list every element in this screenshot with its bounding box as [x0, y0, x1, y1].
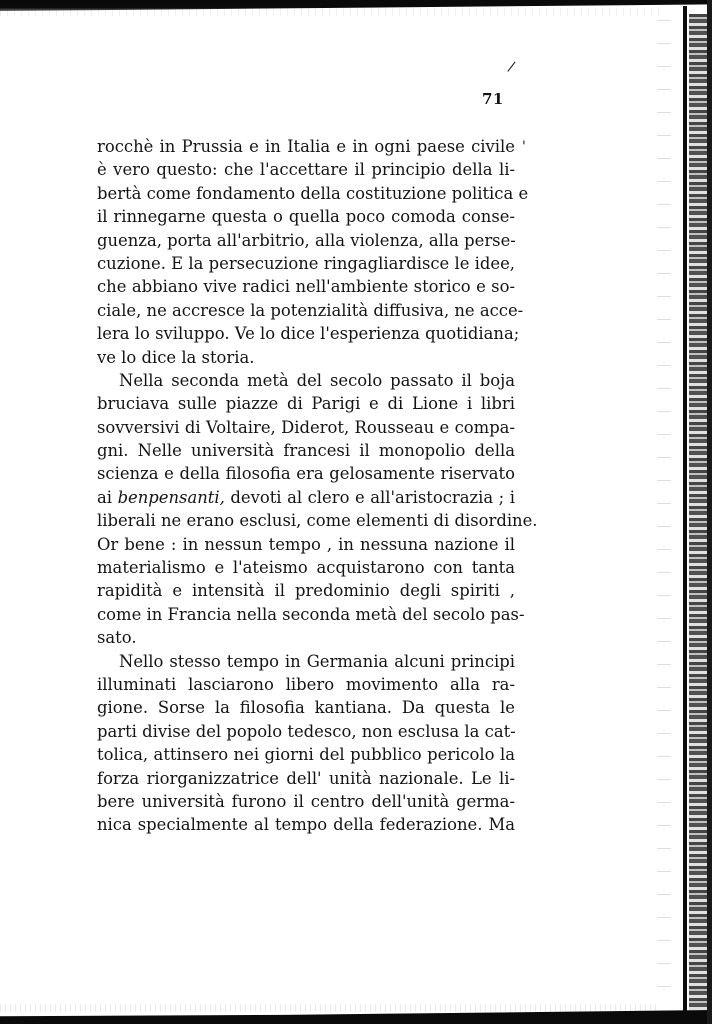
text-line: Or bene : in nessun tempo , in nessuna nazione il [97, 534, 515, 554]
text-line: materialismo e l'ateismo acquistarono con tanta [97, 558, 515, 578]
text-line: bere università furono il centro dell'unità germa- [97, 791, 515, 811]
scan-bottom-border [0, 1010, 712, 1024]
text-line: illuminati lasciarono libero movimento alla ra- [97, 674, 515, 694]
page-number: 71 [482, 90, 504, 108]
scan-noise-top [0, 8, 660, 16]
text-line: scienza e della filosofia era gelosamente riservato [97, 464, 515, 484]
text-line: è vero questo: che l'accettare il principio della li- [97, 160, 515, 180]
text-line: forza riorganizzatrice dell' unità nazionale. Le li- [97, 768, 515, 788]
text-line: cuzione. E la persecuzione ringagliardisce le idee, [97, 253, 515, 273]
text-line: rocchè in Prussia e in Italia e in ogni paese civile [97, 137, 515, 156]
text-line-paragraph-start: Nello stesso tempo in Germania alcuni principi [119, 651, 515, 671]
text-line-with-italic [97, 486, 515, 509]
text-line: gni. Nelle università francesi il monopolio della [97, 441, 515, 461]
text-line: parti divise del popolo tedesco, non esclusa la cat- [97, 721, 516, 741]
text-line: che abbiano vive radici nell'ambiente storico e so- [97, 277, 515, 297]
italic-term: benpensanti, [117, 487, 225, 507]
text-line: gione. Sorse la filosofia kantiana. Da questa le [97, 698, 515, 718]
book-spine-texture [689, 14, 707, 1010]
text-line: il rinnegarne questa o quella poco comoda conse- [97, 207, 515, 227]
text-line: lera lo sviluppo. Ve lo dice l'esperienza quotidiana; [97, 324, 520, 344]
text-line: ciale, ne accresce la potenzialità diffusiva, ne acce- [97, 300, 524, 320]
margin-dot: ' [522, 139, 526, 155]
page-edge-speckle [657, 20, 671, 994]
scan-noise-bottom [0, 1004, 660, 1012]
text-line: sovversivi di Voltaire, Diderot, Rousseau e compa- [97, 417, 515, 437]
text-line-paragraph-start: Nella seconda metà del secolo passato il boja [119, 370, 515, 390]
text-line: bertà come fondamento della costituzione politica e [97, 183, 529, 203]
pencil-mark: / [506, 58, 517, 76]
text-line: nica specialmente al tempo della federazione. Ma [97, 815, 515, 835]
text-line: tolica, attinsero nei giorni del pubblico pericolo la [97, 745, 515, 765]
text-segment: devoti al clero e all'aristocrazia ; i [224, 487, 515, 507]
text-line: guenza, porta all'arbitrio, alla violenza, alla perse- [97, 230, 516, 250]
text-line-paragraph-end: sato. [97, 628, 137, 648]
text-line: bruciava sulle piazze di Parigi e di Lione i libri [97, 394, 515, 414]
book-edge [707, 0, 712, 1024]
text-line: liberali ne erano esclusi, come elementi di disordine. [97, 511, 538, 531]
text-line: rapidità e intensità il predominio degli spiriti , [97, 581, 515, 601]
text-line: come in Francia nella seconda metà del secolo pas- [97, 604, 525, 624]
book-binding-line [683, 6, 687, 1014]
text-line-paragraph-end: ve lo dice la storia. [97, 347, 255, 367]
body-text [97, 135, 538, 837]
text-segment: ai [97, 487, 118, 507]
